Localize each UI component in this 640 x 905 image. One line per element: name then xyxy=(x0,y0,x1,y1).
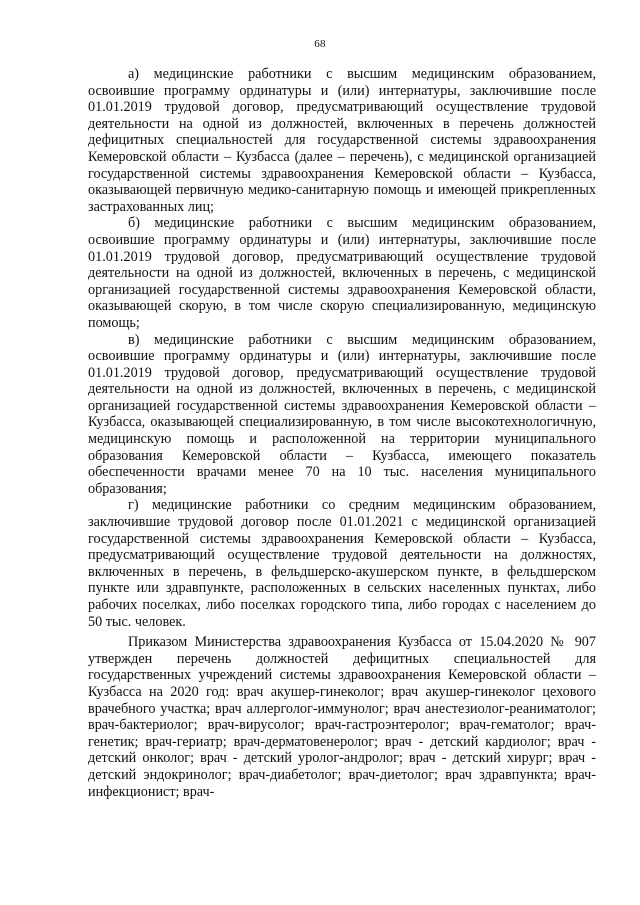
paragraph-g: г) медицинские работники со средним медицинским образованием, заключившие трудовой договор после 01.01.2021 с медицинской организацией государственной системы здравоохранения Кемеровской области – Кузбасса, предусматривающий осуществление трудовой деятельности на должностях, включенных в перечень, в фельдшерско-акушерском пункте, в фельдшерском пункте или здравпункте, расположенных в сельских населенных пунктах, либо рабочих поселках, либо поселках городского типа, либо городах с населением до 50 тыс. человек. xyxy=(88,497,596,630)
paragraph-v: в) медицинские работники с высшим медицинским образованием, освоившие программу ординатуры и (или) интернатуры, заключившие после 01.01.2019 трудовой договор, предусматривающий осуществление трудовой деятельности на одной из должностей, включенных в перечень, с медицинской организацией государственной системы здравоохранения Кемеровской области – Кузбасса, оказывающей специализированную, в том числе высокотехнологичную, медицинскую помощь и расположенной на территории муниципального образования Кемеровской области – Кузбасса, имеющего показатель обеспеченности врачами менее 70 на 10 тыс. населения муниципального образования; xyxy=(88,331,596,497)
paragraph-order: Приказом Министерства здравоохранения Кузбасса от 15.04.2020 № 907 утвержден перечень должностей дефицитных специальностей для государственных учреждений системы здравоохранения Кемеровской области – Кузбасса на 2020 год: врач акушер-гинеколог; врач акушер-гинеколог цехового врачебного участка; врач аллерголог-иммунолог; врач анестезиолог-реаниматолог; врач-бактериолог; врач-вирусолог; врач-гастроэнтеролог; врач-гематолог; врач-генетик; врач-гериатр; врач-дерматовенеролог; врач - детский кардиолог; врач - детский онколог; врач - детский уролог-андролог; врач - детский хирург; врач - детский эндокринолог; врач-диабетолог; врач-диетолог; врач здравпункта; врач-инфекционист; врач- xyxy=(88,634,596,800)
page-number: 68 xyxy=(314,38,326,50)
paragraph-b: б) медицинские работники с высшим медицинским образованием, освоившие программу ординатуры и (или) интернатуры, заключившие после 01.01.2019 трудовой договор, предусматривающий осуществление трудовой деятельности на одной из должностей, включенных в перечень, с медицинской организацией государственной системы здравоохранения Кемеровской области, оказывающей скорую, в том числе скорую специализированную, медицинскую помощь; xyxy=(88,215,596,331)
paragraph-a: а) медицинские работники с высшим медицинским образованием, освоившие программу ординатуры и (или) интернатуры, заключившие после 01.01.2019 трудовой договор, предусматривающий осуществление трудовой деятельности на одной из должностей, включенных в перечень должностей дефицитных специальностей для государственной системы здравоохранения Кемеровской области – Кузбасса (далее – перечень), с медицинской организацией государственной системы здравоохранения Кемеровской области – Кузбасса, оказывающей первичную медико-санитарную помощь и имеющей прикрепленных застрахованных лиц; xyxy=(88,66,596,215)
document-body xyxy=(88,66,596,800)
